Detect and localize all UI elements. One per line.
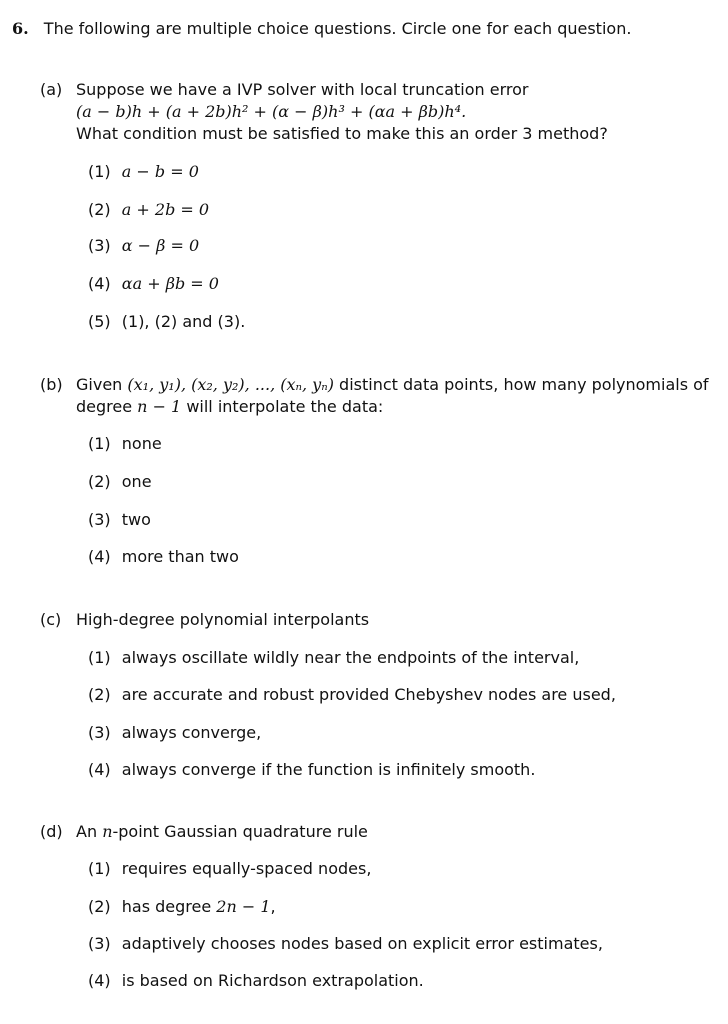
option-number: (4) xyxy=(88,971,111,990)
part-d-text: -point Gaussian quadrature rule xyxy=(112,822,368,841)
part-b-degree: n − 1 xyxy=(137,397,182,416)
part-b-option-1[interactable] xyxy=(88,434,162,454)
part-a-option-3[interactable] xyxy=(88,236,199,256)
option-text: two xyxy=(121,510,151,529)
option-number: (4) xyxy=(88,547,111,566)
option-number: (3) xyxy=(88,236,111,255)
option-text: are accurate and robust provided Chebyshev nodes are used, xyxy=(121,685,616,704)
option-text: αa + βb = 0 xyxy=(121,274,219,293)
part-d-text: An xyxy=(76,822,98,841)
part-b-line2 xyxy=(76,397,383,417)
option-text: always oscillate wildly near the endpoints of the interval, xyxy=(121,648,580,667)
part-b-option-2[interactable] xyxy=(88,472,152,492)
option-text: more than two xyxy=(121,547,239,566)
option-number: (4) xyxy=(88,760,111,779)
part-d-option-3[interactable] xyxy=(88,934,603,954)
part-b-label: (b) xyxy=(40,375,63,394)
part-b-text: will interpolate the data: xyxy=(186,397,384,416)
part-c-line1: High-degree polynomial interpolants xyxy=(76,610,370,629)
option-text: one xyxy=(121,472,152,491)
option-number: (2) xyxy=(88,472,111,491)
part-d-n: n xyxy=(102,822,113,841)
option-text: , xyxy=(270,897,276,916)
option-number: (5) xyxy=(88,312,111,331)
option-text: a − b = 0 xyxy=(121,162,199,181)
option-text: has degree xyxy=(121,897,212,916)
part-a-option-4[interactable] xyxy=(88,274,219,294)
option-number: (3) xyxy=(88,510,111,529)
question-heading xyxy=(12,19,631,39)
option-text: requires equally-spaced nodes, xyxy=(121,859,372,878)
part-c-option-1[interactable] xyxy=(88,648,579,668)
part-a-label: (a) xyxy=(40,80,63,99)
part-b-text: distinct data points, how many polynomials of xyxy=(339,375,709,394)
option-number: (1) xyxy=(88,162,111,181)
part-b-points: (x₁, y₁), (x₂, y₂), ..., (xₙ, yₙ) xyxy=(127,375,334,394)
option-text: none xyxy=(121,434,162,453)
part-c-label: (c) xyxy=(40,610,62,629)
option-text: adaptively chooses nodes based on explicit error estimates, xyxy=(121,934,603,953)
part-c-option-2[interactable] xyxy=(88,685,616,705)
option-text: α − β = 0 xyxy=(121,236,200,255)
part-a-formula: (a − b)h + (a + 2b)h² + (α − β)h³ + (αa + βb)h⁴. xyxy=(76,102,467,121)
part-a-line1: Suppose we have a IVP solver with local truncation error xyxy=(76,80,529,99)
part-a-option-5[interactable] xyxy=(88,312,245,332)
question-instructions: The following are multiple choice questions. Circle one for each question. xyxy=(43,19,632,38)
part-d-label: (d) xyxy=(40,822,63,841)
option-number: (2) xyxy=(88,200,111,219)
question-number: 6. xyxy=(12,19,29,38)
option-text: a + 2b = 0 xyxy=(121,200,210,219)
part-a-option-2[interactable] xyxy=(88,200,209,220)
option-text: always converge if the function is infinitely smooth. xyxy=(121,760,536,779)
part-b-option-4[interactable] xyxy=(88,547,239,567)
option-math: 2n − 1 xyxy=(216,897,271,916)
part-c-option-3[interactable] xyxy=(88,723,261,743)
part-b-text: Given xyxy=(76,375,123,394)
option-number: (4) xyxy=(88,274,111,293)
part-c-option-4[interactable] xyxy=(88,760,535,780)
option-text: always converge, xyxy=(121,723,262,742)
part-b-text: degree xyxy=(76,397,133,416)
part-a-line3: What condition must be satisfied to make this an order 3 method? xyxy=(76,124,608,143)
part-a-option-1[interactable] xyxy=(88,162,199,182)
option-text: is based on Richardson extrapolation. xyxy=(121,971,424,990)
option-number: (2) xyxy=(88,685,111,704)
option-text: (1), (2) and (3). xyxy=(121,312,246,331)
part-d-option-1[interactable] xyxy=(88,859,371,879)
part-b-line1 xyxy=(76,375,709,395)
option-number: (2) xyxy=(88,897,111,916)
option-number: (3) xyxy=(88,723,111,742)
part-d-option-4[interactable] xyxy=(88,971,424,991)
option-number: (3) xyxy=(88,934,111,953)
part-d-option-2[interactable] xyxy=(88,897,276,917)
option-number: (1) xyxy=(88,859,111,878)
option-number: (1) xyxy=(88,648,111,667)
option-number: (1) xyxy=(88,434,111,453)
part-d-line1 xyxy=(76,822,368,842)
part-b-option-3[interactable] xyxy=(88,510,151,530)
